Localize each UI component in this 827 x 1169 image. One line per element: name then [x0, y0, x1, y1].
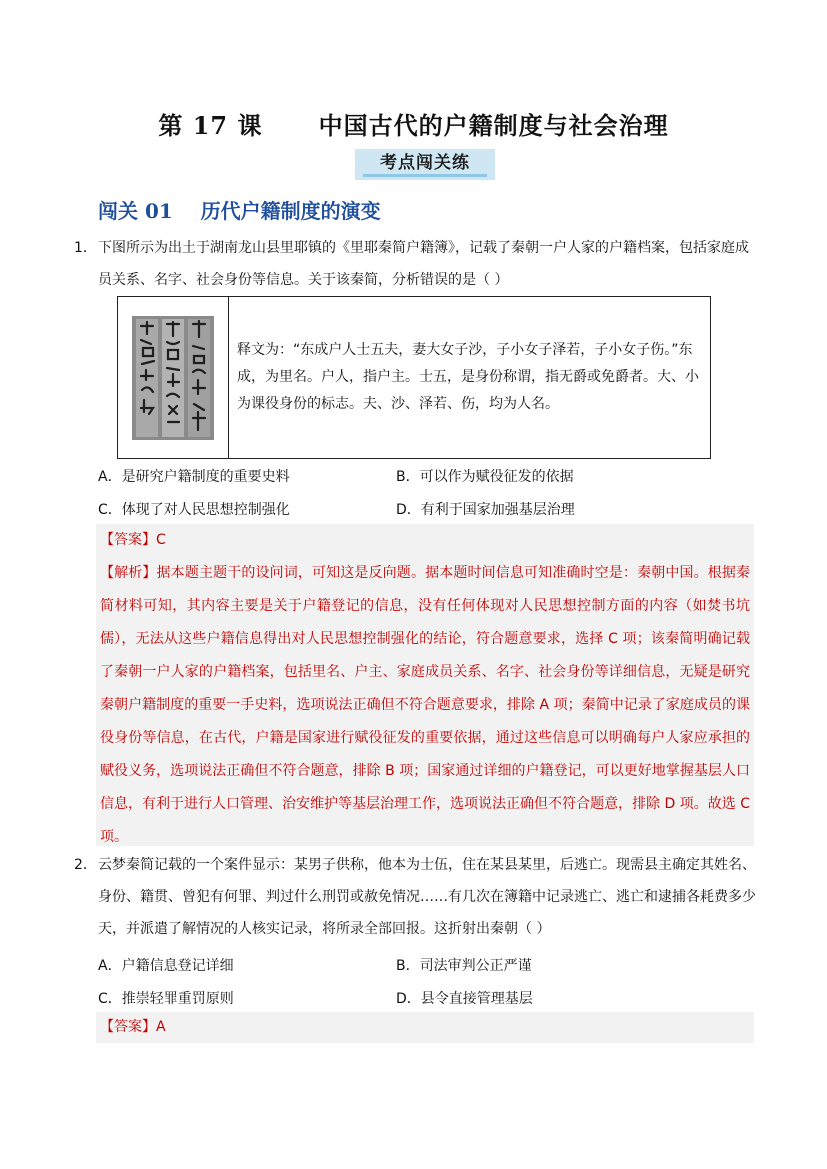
bamboo-slip-image: [132, 316, 214, 440]
option-b[interactable]: B．司法审判公正严谨: [396, 958, 532, 974]
option-d[interactable]: D．县令直接管理基层: [396, 991, 533, 1007]
answer-line: [96, 1012, 754, 1043]
analysis-label: 【解析】: [100, 565, 157, 581]
question-stem: 下图所示为出土于湖南龙山县里耶镇的《里耶秦简户籍簿》，记载了秦朝一户人家的户籍档案，包括家庭成员关系、名字、社会身份等信息。关于该秦简，分析错误的是（ ）: [98, 240, 749, 288]
question-1: [74, 232, 756, 296]
figure-table: [117, 296, 711, 459]
answer-panel-q1: [96, 524, 754, 846]
figure-caption: 释文为：“东成户人士五夫，妻大女子沙，子小女子泽若，子小女子伤。”东成，为里名。户人，指户主。士五，是身份称谓，指无爵或免爵者。大、小为课役身份的标志。夫、沙、泽若、伤，均为人名。: [237, 342, 699, 412]
option-c[interactable]: C．推崇轻罪重罚原则: [98, 991, 234, 1007]
answer-label: 【答案】: [100, 1019, 156, 1035]
answer-line: [96, 524, 754, 557]
analysis-body: 据本题主题干的设问词，可知这是反向题。据本题时间信息可知准确时空是：秦朝中国。根据秦简材料可知，其内容主要是关于户籍登记的信息，没有任何体现对人民思想控制方面的内容（如焚书坑儒），无法从这些户籍信息得出对人民思想控制强化的结论，符合题意要求，选择 C 项；该秦简明确记载了秦朝一户人家的户籍档案，包括里名、户主、家庭成员关系、名字、社会身份等详细信息，无疑是研究秦朝户籍制度的重要一手史料，选项说法正确但不符合题意要求，排除 A 项；秦简中记录了家庭成员的课役身份等信息，在古代，户籍是国家进行赋役征发的重要依据，通过这些信息可以明确每户人家应承担的赋役义务，选项说法正确但不符合题意，排除 B 项；国家通过详细的户籍登记，可以更好地掌握基层人口信息，有利于进行人口管理、治安维护等基层治理工作，选项说法正确但不符合题意，排除 D 项。故选 C 项。: [100, 565, 751, 845]
option-b[interactable]: B．可以作为赋役征发的依据: [396, 469, 574, 485]
answer-panel-q2: [96, 1012, 754, 1043]
figure-image-cell: [118, 297, 229, 458]
option-a[interactable]: A．是研究户籍制度的重要史料: [98, 469, 290, 485]
answer-label: 【答案】: [100, 532, 156, 548]
section-badge-label: 考点闯关练: [380, 153, 470, 173]
option-d[interactable]: D．有利于国家加强基层治理: [396, 502, 575, 518]
section-badge: [355, 149, 495, 180]
section-heading: 闯关 01 历代户籍制度的演变: [98, 199, 381, 223]
answer-value: C: [156, 532, 166, 548]
option-a[interactable]: A．户籍信息登记详细: [98, 958, 234, 974]
option-c[interactable]: C．体现了对人民思想控制强化: [98, 502, 290, 518]
badge-underline: [363, 174, 487, 177]
page-title: 第 17 课 中国古代的户籍制度与社会治理: [158, 111, 669, 140]
answer-value: A: [156, 1019, 166, 1035]
question-2: [74, 849, 756, 945]
analysis-text: [96, 557, 754, 854]
question-number: 1．: [74, 240, 97, 256]
question-number: 2．: [74, 857, 97, 873]
question-stem: 云梦秦简记载的一个案件显示：某男子供称，他本为士伍，住在某县某里，后逃亡。现需县主确定其姓名、身份、籍贯、曾犯有何罪、判过什么刑罚或赦免情况……有几次在簿籍中记录逃亡、逃亡和逮捕各耗费多少天，并派遣了解情况的人核实记录，将所录全部回报。这折射出秦朝（ ）: [98, 857, 756, 937]
